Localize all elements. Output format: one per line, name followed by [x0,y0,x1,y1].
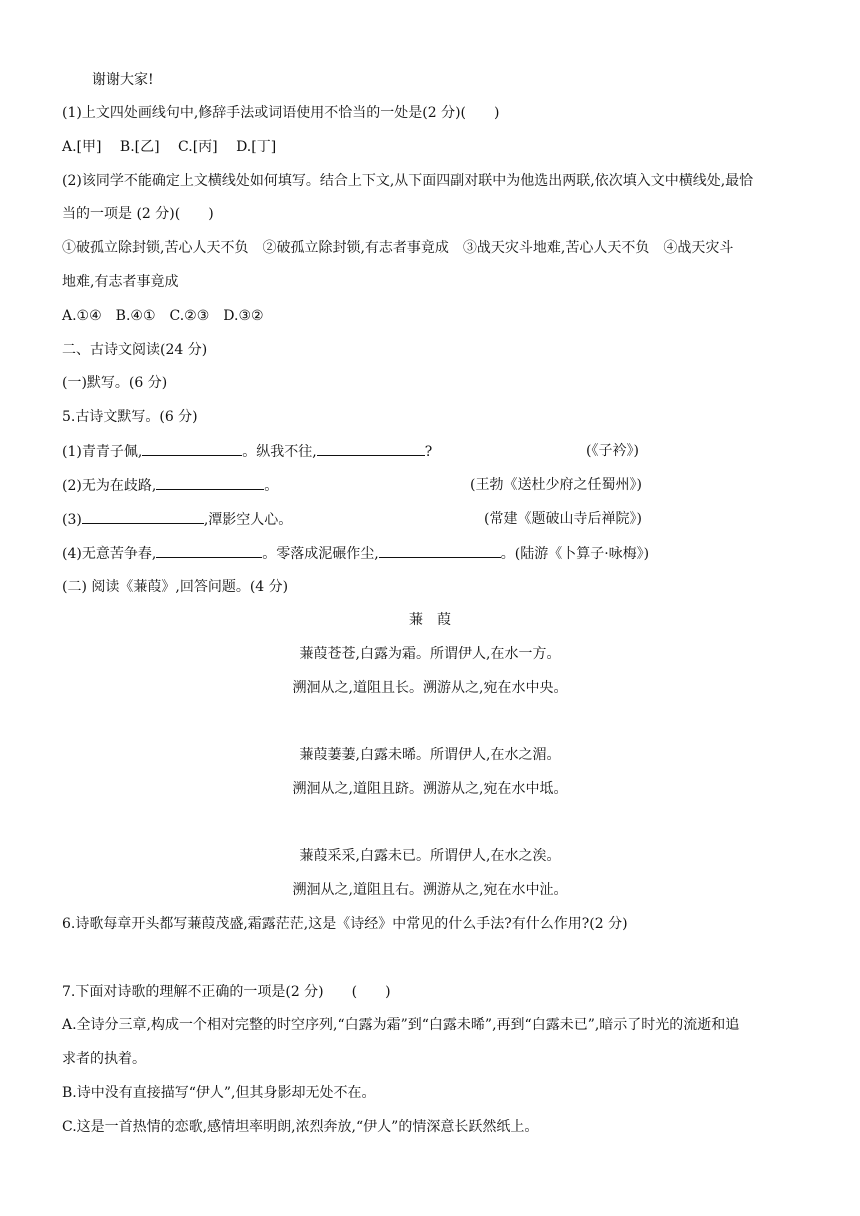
q5-fill-4 [62,543,649,564]
q5-fill-2 [62,475,278,496]
poem-line-5: 蒹葭采采,白露未已。所谓伊人,在水之涘。 [299,848,561,864]
q4-sub2-stem-line1: (2)该同学不能确定上文横线处如何填写。结合上下文,从下面四副对联中为他选出两联,依次填入文中横线处,最恰 [62,173,754,189]
fill-1-prefix: (1)青青子佩, [62,444,143,460]
q7-option-b: B.诗中没有直接描写“伊人”,但其身影却无处不在。 [62,1085,376,1101]
q7-option-a-line1: A.全诗分三章,构成一个相对完整的时空序列,“白露为霜”到“白露未晞”,再到“白露未已”,暗示了时光的流逝和追 [62,1017,740,1033]
fill-1-source: (《子衿》) [586,443,639,459]
poem-title: 蒹 葭 [409,612,451,628]
q4-sub2-stem-line2: 当的一项是 (2 分)( ) [62,206,214,222]
fill-3-source: (常建《题破山寺后禅院》) [484,511,642,527]
fill-1-blank-b[interactable] [317,441,425,456]
q5-fill-1 [62,441,432,462]
q4-couplets-line2: 地难,有志者事竟成 [62,274,179,290]
q5-stem: 5.古诗文默写。(6 分) [62,409,198,425]
fill-2-blank[interactable] [156,475,264,490]
q4-couplets-line1: ①破孤立除封锁,苦心人天不负 ②破孤立除封锁,有志者事竟成 ③战天灾斗地难,苦心人天不负 ④战天灾斗 [62,240,734,256]
fill-4-suffix: 。(陆游《卜算子·咏梅》) [500,546,650,562]
q7-option-a-line2: 求者的执着。 [62,1051,146,1067]
fill-2-prefix: (2)无为在歧路, [62,478,157,494]
section2-part2: (二) 阅读《蒹葭》,回答问题。(4 分) [62,579,289,595]
fill-4-middle: 。零落成泥碾作尘, [262,546,379,562]
poem-line-1: 蒹葭苍苍,白露为霜。所谓伊人,在水一方。 [299,646,561,662]
section2-title: 二、古诗文阅读(24 分) [62,342,208,358]
fill-4-blank-a[interactable] [156,543,262,558]
q5-fill-3 [62,509,292,530]
fill-4-prefix: (4)无意苦争春, [62,546,157,562]
poem-line-3: 蒹葭萋萋,白露未晞。所谓伊人,在水之湄。 [299,747,561,763]
section2-part1: (一)默写。(6 分) [62,375,168,391]
intro-thanks: 谢谢大家! [92,72,154,88]
poem-line-4: 溯洄从之,道阻且跻。溯游从之,宛在水中坻。 [292,781,568,797]
fill-3-suffix: ,潭影空人心。 [203,512,293,528]
poem-line-2: 溯洄从之,道阻且长。溯游从之,宛在水中央。 [292,680,568,696]
q4-sub2-options: A.①④ B.④① C.②③ D.③② [62,308,264,324]
fill-2-suffix: 。 [264,478,279,494]
fill-2-source: (王勃《送杜少府之任蜀州》) [470,477,642,493]
fill-3-blank[interactable] [82,509,204,524]
q7-option-c: C.这是一首热情的恋歌,感情坦率明朗,浓烈奔放,“伊人”的情深意长跃然纸上。 [62,1119,539,1135]
fill-1-suffix: ? [424,444,433,460]
fill-4-blank-b[interactable] [379,543,501,558]
q7-stem: 7.下面对诗歌的理解不正确的一项是(2 分) ( ) [62,984,391,1000]
fill-1-blank-a[interactable] [142,441,242,456]
q4-sub1-stem: (1)上文四处画线句中,修辞手法或词语使用不恰当的一处是(2 分)( ) [62,105,500,121]
q4-sub1-options: A.[甲] B.[乙] C.[丙] D.[丁] [62,139,277,155]
poem-line-6: 溯洄从之,道阻且右。溯游从之,宛在水中沚。 [292,882,568,898]
q6-stem: 6.诗歌每章开头都写蒹葭茂盛,霜露茫茫,这是《诗经》中常见的什么手法?有什么作用?(2 分) [62,916,628,932]
fill-3-prefix: (3) [62,512,82,528]
fill-1-middle: 。纵我不往, [242,444,317,460]
